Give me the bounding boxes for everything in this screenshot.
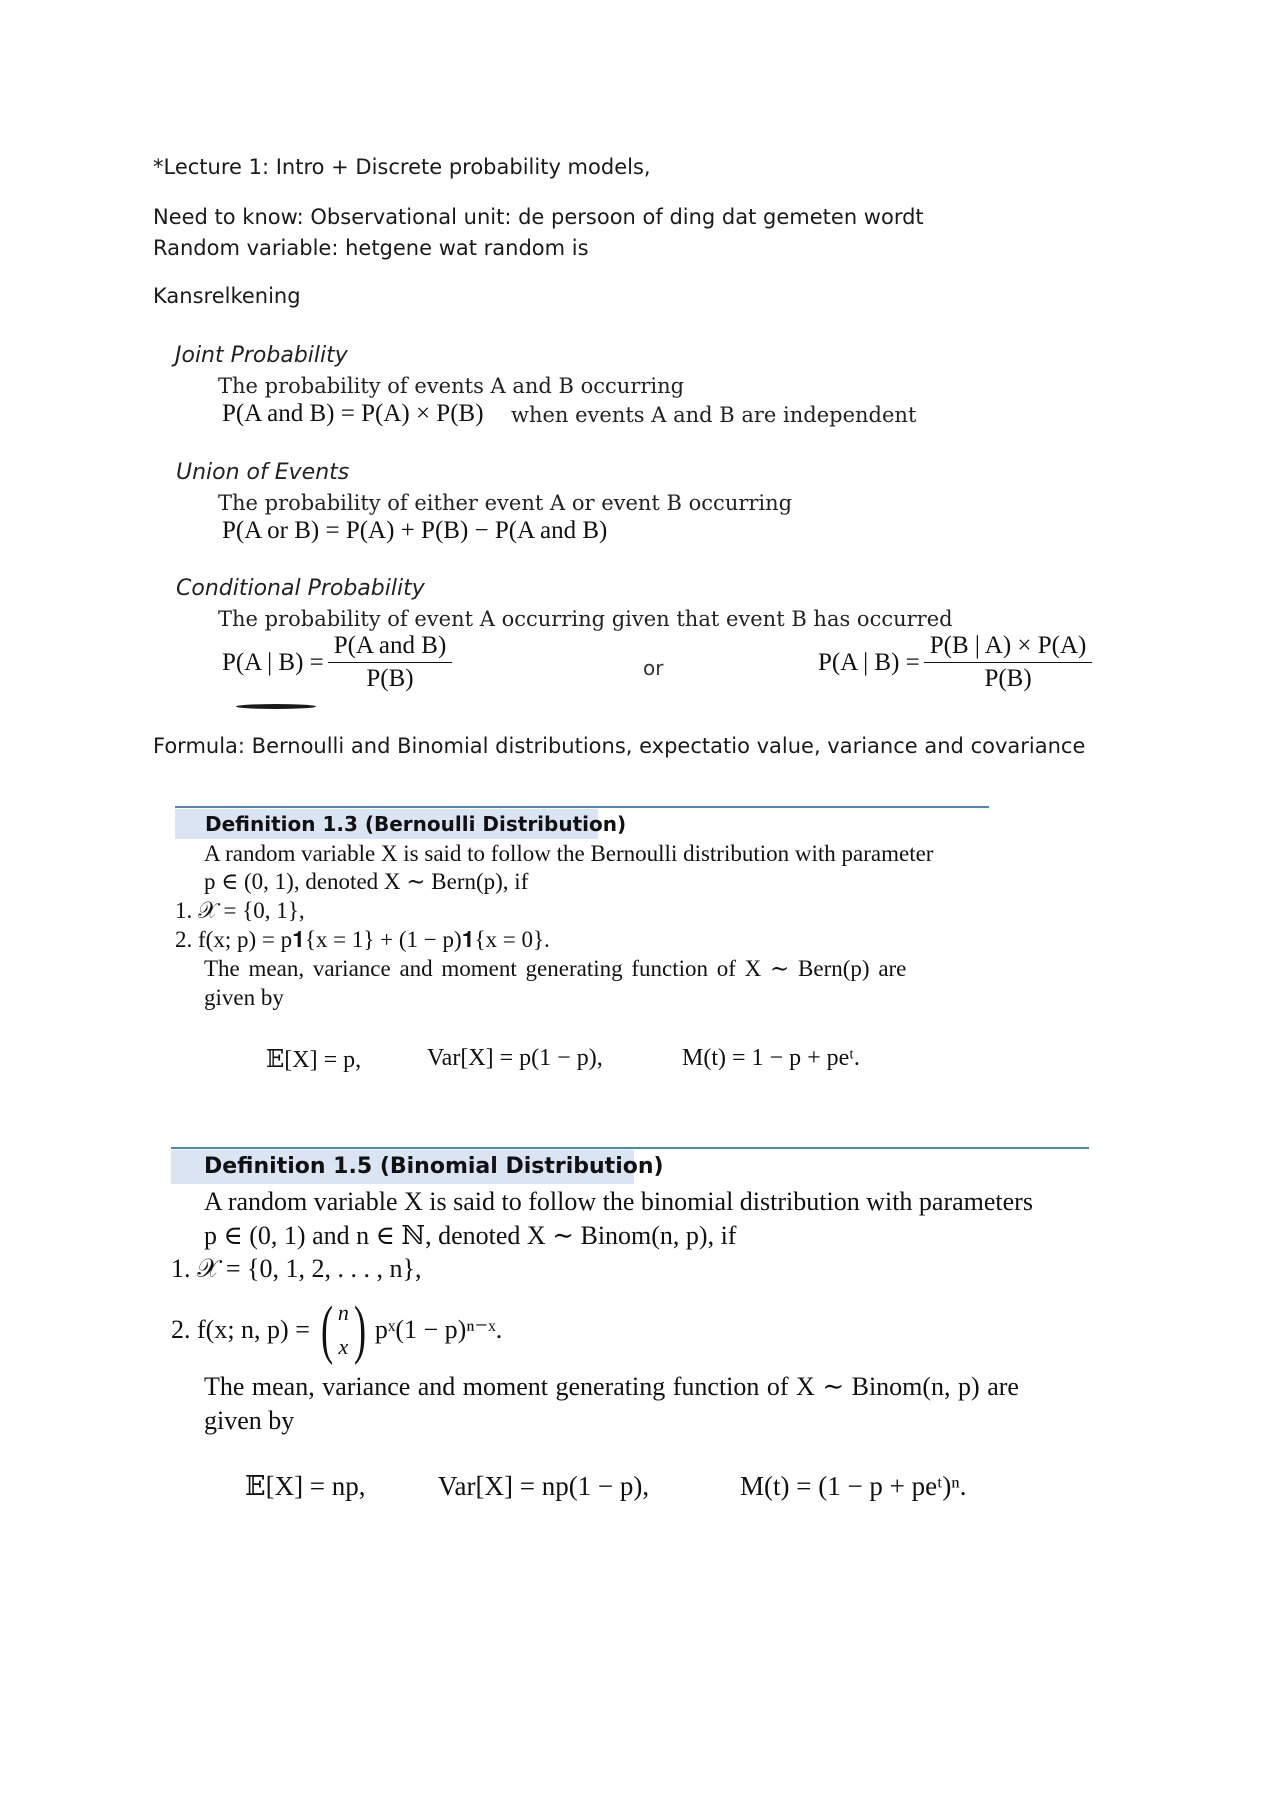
- binomial-coefficient: [316, 1293, 371, 1366]
- conditional-lhs-1: P(A | B) =: [222, 648, 324, 676]
- conditional-formula-1: [222, 632, 452, 693]
- binomial-mgf: M(t) = (1 − p + peᵗ)ⁿ.: [740, 1471, 967, 1501]
- conditional-formula-2: [818, 632, 1092, 693]
- binomial-item-1: 1. 𝒳 = {0, 1, 2, . . . , n},: [171, 1254, 422, 1283]
- conditional-lhs-2: P(A | B) =: [818, 648, 920, 676]
- bernoulli-definition-label: Definition 1.3 (Bernoulli Distribution): [175, 809, 598, 839]
- union-of-events-description: The probability of either event A or event B occurring: [218, 491, 793, 515]
- conditional-denominator-1: P(B): [366, 665, 414, 692]
- joint-probability-condition: when events A and B are independent: [511, 403, 917, 427]
- random-variable-line: Random variable: hetgene wat random is: [153, 236, 589, 260]
- union-of-events-formula: P(A or B) = P(A) + P(B) − P(A and B): [222, 517, 608, 544]
- kansrelkening-heading: Kansrelkening: [153, 284, 301, 308]
- bernoulli-line-3: The mean, variance and moment generating function of X ∼ Bern(p) are: [204, 956, 907, 981]
- binomial-mean: 𝔼[X] = np,: [245, 1471, 366, 1501]
- conditional-fraction-2: [924, 632, 1093, 693]
- conditional-denominator-2: P(B): [984, 665, 1032, 692]
- bernoulli-line-4: given by: [204, 985, 284, 1010]
- binomial-line-2: p ∈ (0, 1) and n ∈ ℕ, denoted X ∼ Binom(n, p), if: [204, 1221, 737, 1250]
- binomial-line-4: given by: [204, 1406, 295, 1435]
- conditional-fraction-1: [328, 632, 453, 693]
- binomial-item-2: [171, 1293, 503, 1366]
- joint-probability-formula: P(A and B) = P(A) × P(B): [222, 400, 484, 427]
- joint-probability-description: The probability of events A and B occurring: [218, 374, 685, 398]
- joint-probability-title: Joint Probability: [175, 343, 348, 368]
- binomial-top-rule: [171, 1147, 1089, 1149]
- lecture-title: *Lecture 1: Intro + Discrete probability models,: [153, 155, 651, 179]
- conditional-numerator-1: P(A and B): [328, 632, 453, 663]
- need-to-know-line: Need to know: Observational unit: de persoon of ding dat gemeten wordt: [153, 205, 924, 229]
- bernoulli-line-2: p ∈ (0, 1), denoted X ∼ Bern(p), if: [204, 869, 529, 894]
- bernoulli-item-1: 1. 𝒳 = {0, 1},: [175, 898, 305, 923]
- binomial-item-2-suffix: pˣ(1 − p)ⁿ⁻ˣ.: [374, 1315, 503, 1344]
- handwritten-underline: [236, 704, 316, 709]
- binomial-coefficient-bottom: x: [338, 1334, 349, 1359]
- formula-line: Formula: Bernoulli and Binomial distributions, expectatio value, variance and covariance: [153, 734, 1086, 758]
- bernoulli-mean: 𝔼[X] = p,: [266, 1047, 362, 1073]
- conditional-probability-description: The probability of event A occurring given that event B has occurred: [218, 607, 953, 631]
- binomial-definition-label: Definition 1.5 (Binomial Distribution): [171, 1150, 634, 1184]
- conditional-numerator-2: P(B | A) × P(A): [924, 632, 1093, 663]
- bernoulli-line-1: A random variable X is said to follow the Bernoulli distribution with parameter: [204, 841, 934, 866]
- left-paren: (: [320, 1293, 333, 1366]
- binomial-line-1: A random variable X is said to follow the binomial distribution with parameters: [204, 1187, 1033, 1216]
- conditional-or: or: [643, 656, 664, 680]
- binomial-variance: Var[X] = np(1 − p),: [438, 1471, 650, 1501]
- union-of-events-title: Union of Events: [176, 460, 350, 485]
- bernoulli-mgf: M(t) = 1 − p + peᵗ.: [682, 1045, 860, 1071]
- conditional-probability-title: Conditional Probability: [176, 576, 425, 601]
- bernoulli-item-2: 2. f(x; p) = p𝟏{x = 1} + (1 − p)𝟏{x = 0}.: [175, 927, 550, 952]
- right-paren: ): [353, 1293, 366, 1366]
- bernoulli-variance: Var[X] = p(1 − p),: [427, 1045, 603, 1071]
- bernoulli-top-rule: [175, 806, 989, 808]
- binomial-item-2-prefix: 2. f(x; n, p) =: [171, 1315, 310, 1344]
- binomial-line-3: The mean, variance and moment generating function of X ∼ Binom(n, p) are: [204, 1372, 1019, 1401]
- binomial-coefficient-top: n: [337, 1300, 349, 1325]
